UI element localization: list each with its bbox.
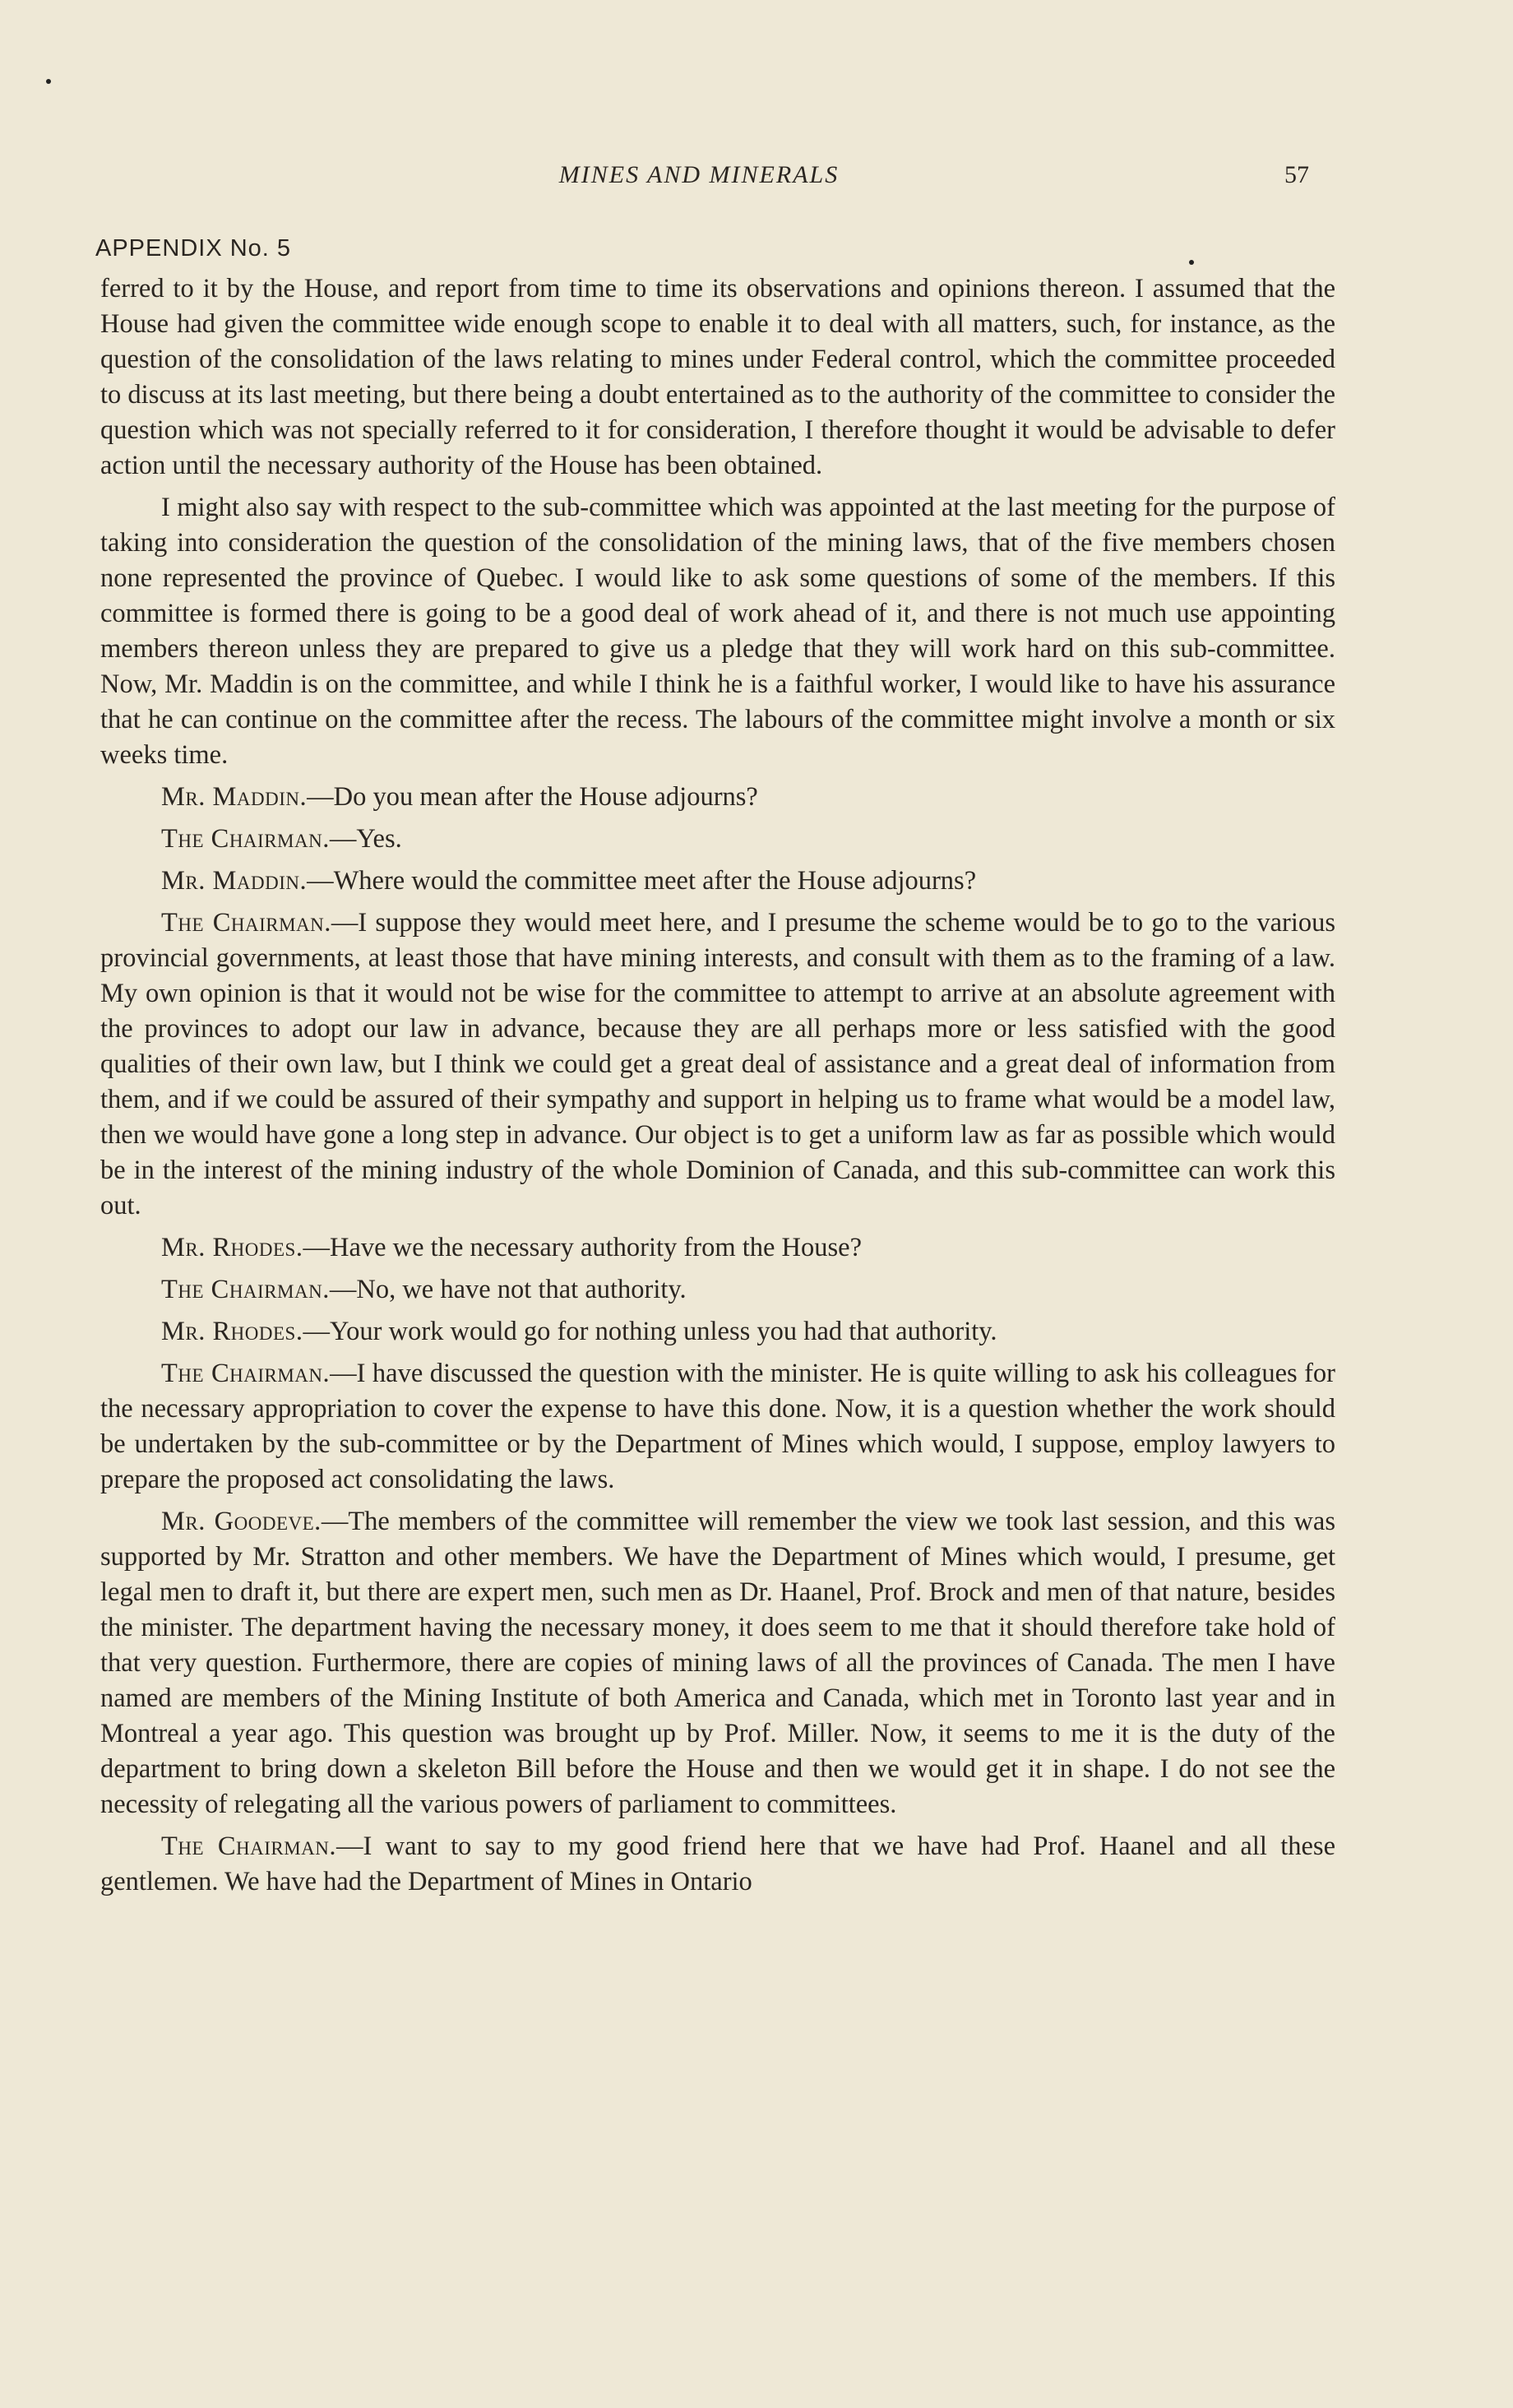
paragraph	[100, 822, 1335, 857]
paragraph-text: —The members of the committee will remember the view we took last session, and this was supported by Mr. Stratton and other members. We have the Department of Mines which would, I presume, get legal men to draft it, but there are expert men, such men as Dr. Haanel, Prof. Brock and men of that nature, besides the minister. The department having the necessary money, it does seem to me that it should therefore take hold of that very question. Furthermore, there are copies of mining laws of all the provinces of Canada. The men I have named are members of the Mining Institute of both America and Canada, which met in Toronto last year and in Montreal a year ago. This question was brought up by Prof. Miller. Now, it seems to me it is the duty of the department to bring down a skeleton Bill before the House and then we would get it in shape. I do not see the necessity of relegating all the various powers of parliament to committees.	[100, 1507, 1336, 1819]
body-text	[100, 271, 1335, 1906]
paragraph	[100, 1829, 1335, 1900]
paragraph	[100, 1272, 1335, 1308]
paragraph-text: —I suppose they would meet here, and I presume the scheme would be to go to the various provincial governments, at least those that have mining interests, and consult with them as to the framing of a law. My own opinion is that it would not be wise for the committee to attempt to arrive at an absolute agreement with the provinces to adopt our law in advance, because they are all perhaps more or less satisfied with the good qualities of their own law, but I think we could get a great deal of assistance and a great deal of information from them, and if we could be assured of their sympathy and support in helping us to frame what would be a model law, then we would have gone a long step in advance. Our object is to get a uniform law as far as possible which would be in the interest of the mining industry of the whole Dominion of Canada, and this sub-committee can work this out.	[100, 908, 1335, 1220]
running-title: MINES AND MINERALS	[558, 161, 840, 188]
speaker-name: The Chairman.	[161, 908, 331, 938]
paragraph	[100, 1230, 1335, 1266]
speaker-name: The Chairman.	[161, 1831, 337, 1861]
paragraph-text: —Yes.	[329, 824, 402, 854]
paragraph-text: —No, we have not that authority.	[329, 1275, 687, 1304]
paragraph	[100, 271, 1335, 484]
speaker-name: Mr. Maddin.	[161, 782, 308, 812]
ink-speck	[1189, 260, 1194, 265]
paragraph-text: —Your work would go for nothing unless you had that authority.	[303, 1317, 997, 1346]
speaker-name: The Chairman.	[161, 824, 330, 854]
paragraph	[100, 1314, 1335, 1350]
speaker-name: The Chairman.	[161, 1359, 331, 1388]
paragraph	[100, 1504, 1335, 1822]
appendix-label: APPENDIX No. 5	[95, 235, 292, 262]
paragraph-text: I might also say with respect to the sub-committee which was appointed at the last meeting for the purpose of taking into consideration the question of the consolidation of the mining laws, that of the five members chosen none represented the province of Quebec. I would like to ask some questions of some of the members. If this committee is formed there is going to be a good deal of work ahead of it, and there is not much use appointing members thereon unless they are prepared to give us a pledge that they will work hard on this sub-committee. Now, Mr. Maddin is on the committee, and while I think he is a faithful worker, I would like to have his assurance that he can continue on the committee after the recess. The labours of the committee might involve a month or six weeks time.	[100, 493, 1335, 770]
running-head	[0, 161, 1513, 194]
paragraph-text: —Have we the necessary authority from the House?	[303, 1233, 863, 1262]
page-number: 57	[1284, 161, 1309, 188]
speaker-name: Mr. Maddin.	[161, 866, 308, 896]
speaker-name: Mr. Rhodes.	[161, 1233, 303, 1262]
paragraph-text: —I have discussed the question with the minister. He is quite willing to ask his colleagues for the necessary appropriation to cover the expense to have this done. Now, it is a question whether the work should be undertaken by the sub-committee or by the Department of Mines which would, I suppose, employ lawyers to prepare the proposed act consolidating the laws.	[100, 1359, 1335, 1494]
paragraph	[100, 905, 1335, 1224]
speaker-name: Mr. Goodeve.	[161, 1507, 322, 1536]
paragraph-text: —Do you mean after the House adjourns?	[307, 782, 758, 812]
paragraph	[100, 780, 1335, 815]
paragraph	[100, 1356, 1335, 1498]
ink-speck	[46, 79, 51, 84]
paragraph	[100, 490, 1335, 773]
speaker-name: Mr. Rhodes.	[161, 1317, 303, 1346]
paragraph	[100, 864, 1335, 899]
paragraph-text: ferred to it by the House, and report from time to time its observations and opinions thereon. I assumed that the House had given the committee wide enough scope to enable it to deal with all matters, such, for instance, as the question of the consolidation of the laws relating to mines under Federal control, which the committee proceeded to discuss at its last meeting, but there being a doubt entertained as to the authority of the committee to consider the question which was not specially referred to it for consideration, I therefore thought it would be advisable to defer action until the necessary authority of the House has been obtained.	[100, 274, 1335, 480]
paragraph-text: —I want to say to my good friend here that we have had Prof. Haanel and all these gentlemen. We have had the Department of Mines in Ontario	[100, 1831, 1335, 1896]
paragraph-text: —Where would the committee meet after the House adjourns?	[307, 866, 977, 896]
speaker-name: The Chairman.	[161, 1275, 330, 1304]
